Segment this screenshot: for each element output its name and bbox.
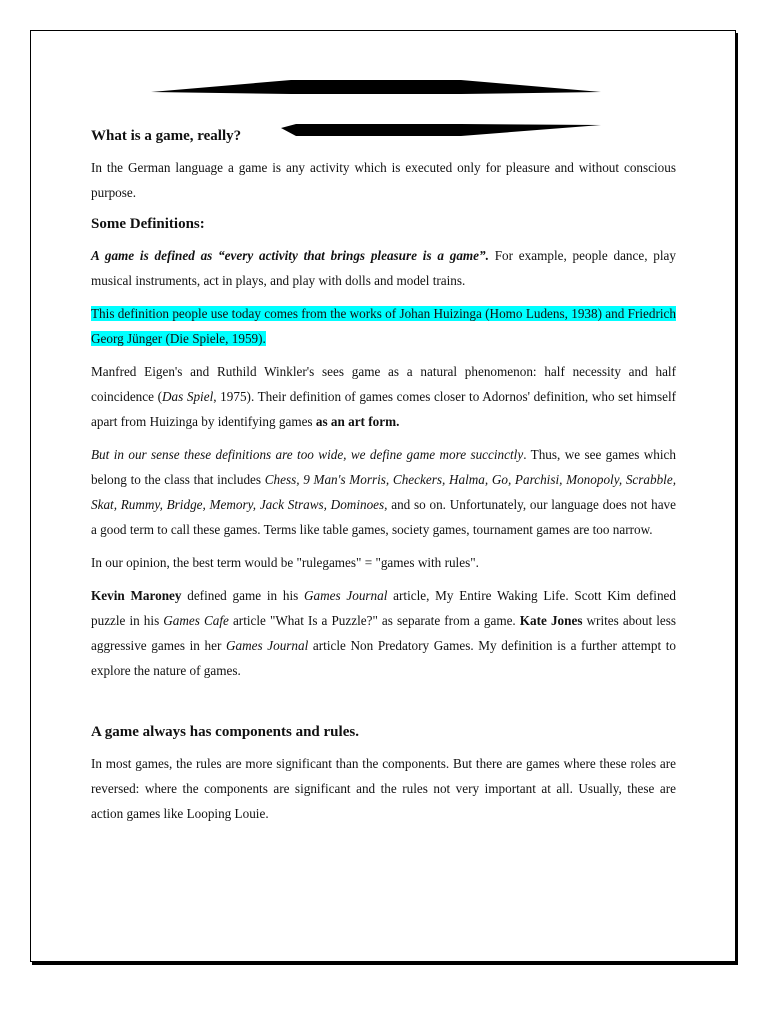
paragraph-definition: A game is defined as “every activity that brings pleasure is a game”. For example, people dance, play musical instruments, act in plays, and play with dolls and model trains. — [91, 248, 677, 288]
paragraph-components: In most games, the rules are more significant than the components. But there are games where these roles are reversed: where the components are significant and the rules not very important at all. Usually, these are action games like Looping Louie. — [91, 756, 676, 821]
paragraph-eigen-winkler: Manfred Eigen's and Ruthild Winkler's sees game as a natural phenomenon: half necessity and half coincidence (Das Spiel, 1975). Their definition of games comes closer to Adornos' definition, who set himself apart from Huizinga by identifying games as an art form. — [91, 364, 676, 429]
paragraph-intro: In the German language a game is any activity which is executed only for pleasure and without conscious purpose. — [91, 160, 676, 200]
paragraph-references: Kevin Maroney defined game in his Games Journal article, My Entire Waking Life. Scott Kim defined puzzle in his Games Cafe article "What Is a Puzzle?" as separate from a game. Kate Jones writes about less aggressive games in her Games Journal article Non Predatory Games. My definition is a further attempt to explore the nature of games. — [91, 588, 677, 678]
paragraph-highlighted-source — [91, 301, 676, 351]
heading-some-definitions: Some Definitions: — [91, 216, 205, 232]
heading-components-rules: A game always has components and rules. — [91, 724, 359, 740]
banner-top-bar — [151, 80, 601, 94]
heading-what-is-game: What is a game, really? — [91, 128, 242, 144]
paragraph-rulegames: In our opinion, the best term would be "rulegames" = "games with rules". — [91, 555, 479, 570]
paragraph-our-sense: But in our sense these definitions are too wide, we define game more succinctly. Thus, we see games which belong to the class that includes Chess, 9 Man's Morris, Checkers, Halma, Go, Parchisi, Monopoly, Scrabble, Skat, Rummy, Bridge, Memory, Jack Straws, Dominoes, and so on. Unfortunately, our language does not have a good term to call these games. Terms like table games, society games, tournament games are too narrow. — [91, 447, 676, 537]
document-page — [30, 30, 736, 962]
highlighted-text: This definition people use today comes from the works of Johan Huizinga (Homo Ludens, 1938) and Friedrich Georg Jünger (Die Spiele, 1959). — [91, 306, 676, 346]
document-body — [91, 125, 676, 834]
